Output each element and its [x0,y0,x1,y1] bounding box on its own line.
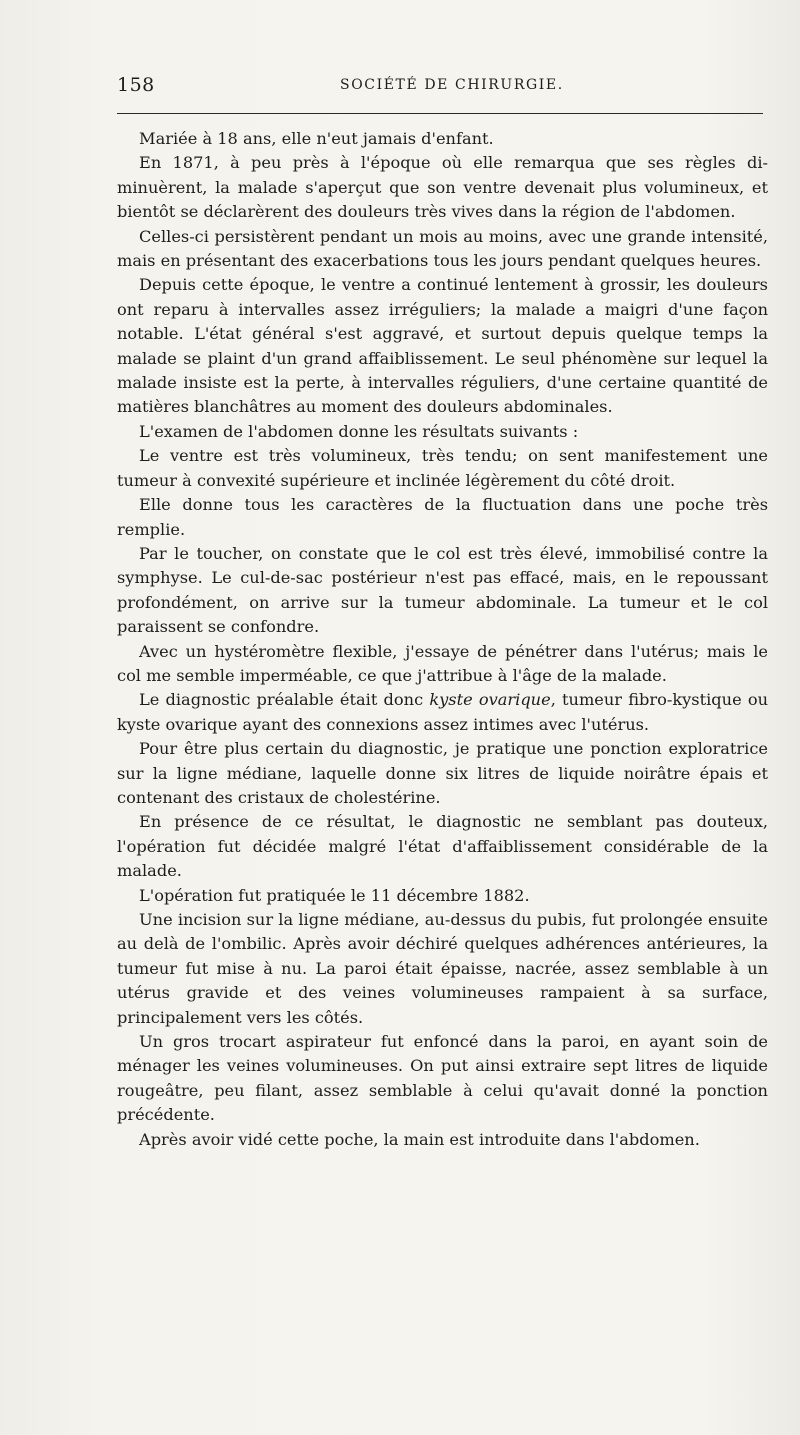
running-title: SOCIÉTÉ DE CHIRURGIE. [340,77,564,93]
paragraph: Pour être plus certain du diagnostic, je pratique une ponction exploratrice sur la ligne médiane, laquelle donne six litres de liquide noirâtre épais et contenant des cristaux de cholestérine. [117,739,768,807]
paragraph: Mariée à 18 ans, elle n'eut jamais d'enfant. [139,129,494,148]
header-rule [117,113,763,114]
paragraph: Après avoir vidé cette poche, la main est introduite dans l'abdomen. [139,1129,700,1149]
paragraph-text-after: , tumeur fibro-kystique ou kyste ovarique ayant des connexions assez intimes avec l'utérus. [117,690,768,734]
paragraph: Une incision sur la ligne médiane, au-dessus du pubis, fut prolongée ensuite au delà de l'ombilic. Après avoir déchiré quelques adhérences antérieures, la tumeur fut mise à nu. La paroi était épaisse, nacrée, assez semblable à un utérus gravide et des veines volumineuses rampaient à sa surface, principalement vers les côtés. [117,910,768,1027]
paragraph: Avec un hystéromètre flexible, j'essaye de pénétrer dans l'utérus; mais le col me semble imperméable, ce que j'attribue à l'âge de la malade. [117,641,768,685]
page-number: 158 [117,74,155,96]
body-text [117,127,768,1152]
paragraph: Depuis cette époque, le ventre a continué lentement à grossir, les douleurs ont reparu à intervalles assez irréguliers; la malade a maigri d'une façon notable. L'état général s'est aggravé, et surtout depuis quelque temps la malade se plaint d'un grand affaiblissement. Le seul phénomène sur lequel la malade insiste est la perte, à intervalles réguliers, d'une certaine quantité de matières blanchâtres au moment des douleurs abdominales. [117,275,768,417]
paragraph: En 1871, à peu près à l'époque où elle remarqua que ses règles diminuèrent, la malade s'aperçut que son ventre devenait plus volumineux, et bientôt se déclarèrent des douleurs très vives dans la région de l'abdomen. [117,153,768,222]
paragraph: Le ventre est très volumineux, très tendu; on sent manifestement une tumeur à convexité supérieure et inclinée légèrement du côté droit. [117,446,768,490]
paragraph: L'opération fut pratiquée le 11 décembre 1882. [139,885,530,905]
paragraph-with-italic [117,688,768,737]
paragraph: Elle donne tous les caractères de la fluctuation dans une poche très remplie. [117,495,768,539]
paragraph: Celles-ci persistèrent pendant un mois au moins, avec une grande intensité, mais en présentant des exacerbations tous les jours pendant quelques heures. [117,226,768,271]
paragraph: Un gros trocart aspirateur fut enfoncé dans la paroi, en ayant soin de ménager les veines volumineuses. On put ainsi extraire sept litres de liquide rougeâtre, peu filant, assez semblable à celui qu'avait donné la ponction précédente. [117,1032,768,1125]
italic-term: kyste ovarique [429,690,551,710]
paragraph: En présence de ce résultat, le diagnostic ne semblant pas douteux, l'opération fut décidée malgré l'état d'affaiblissement considérable de la malade. [117,812,768,881]
page-header [117,74,763,98]
paragraph: Par le toucher, on constate que le col est très élevé, immobilisé contre la symphyse. Le cul-de-sac postérieur n'est pas effacé, mais, en le repoussant profondément, on arrive sur la tumeur abdominale. La tumeur et le col paraissent se confondre. [117,543,768,637]
paragraph-text-before: Le diagnostic préalable était donc [139,690,430,710]
paragraph: L'examen de l'abdomen donne les résultats suivants : [139,421,579,441]
